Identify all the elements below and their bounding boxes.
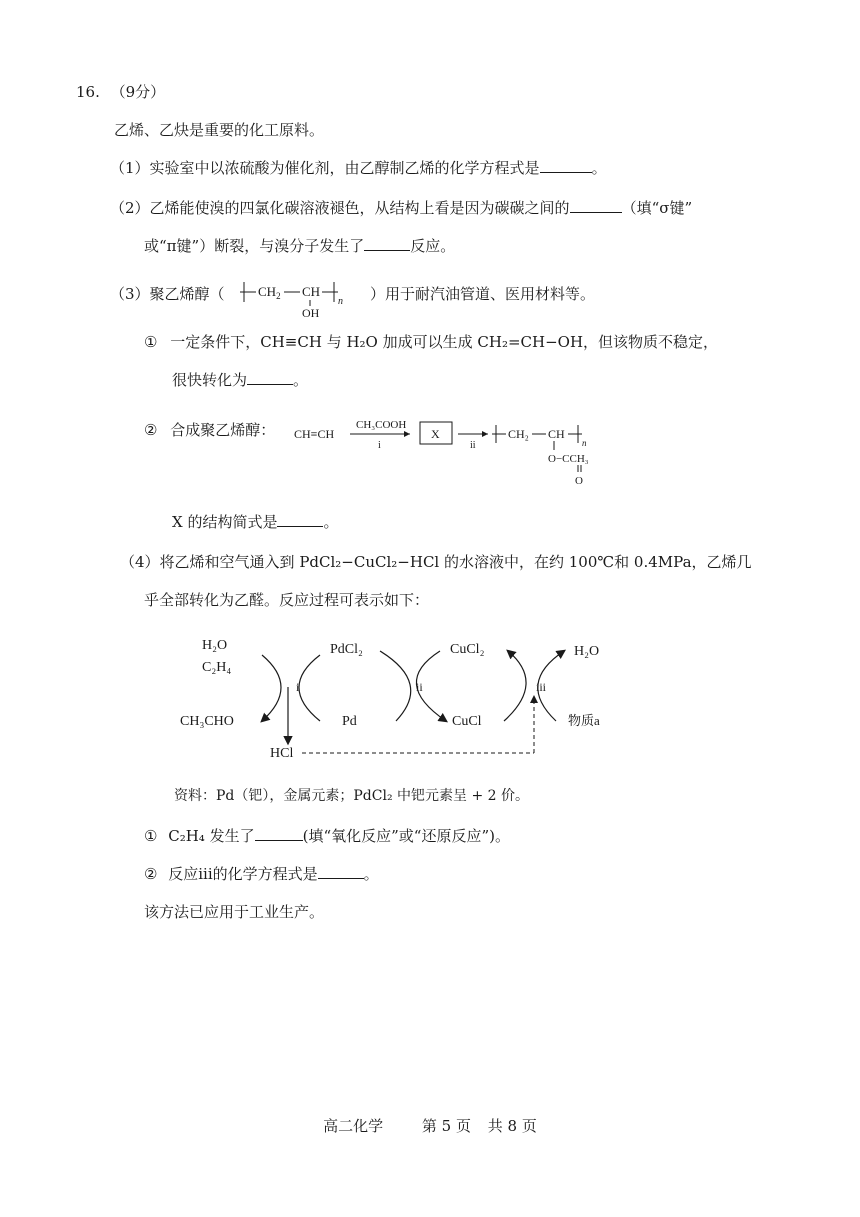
label-step3: iii [536, 680, 547, 694]
q4-line-1 [120, 552, 752, 572]
q2-line-2 [144, 236, 455, 256]
q4-line-2: 乎全部转化为乙醛。反应过程可表示如下： [144, 591, 430, 609]
footer-subject: 高二化学 [323, 1117, 384, 1135]
label-pd: Pd [342, 714, 357, 729]
q2-text-b: （填“σ键” [621, 199, 693, 217]
q4-sub1-answer-blank[interactable] [255, 826, 303, 841]
scheme-ch2: CH₂ [508, 427, 529, 441]
q3-sub1-label: ① [144, 333, 158, 351]
label-h2o-out: H₂O [574, 644, 600, 659]
label-h2o-in: H₂O [202, 638, 228, 653]
q2-answer-blank-1[interactable] [570, 198, 622, 213]
question-points: （9分） [110, 83, 166, 101]
q4-sub1-line [144, 826, 510, 846]
q3-x-answer-blank[interactable] [277, 512, 323, 527]
label-c2h4: C₂H₄ [202, 660, 232, 675]
q2-line-1 [110, 198, 692, 218]
scheme-reagent: CH₃COOH [356, 419, 407, 431]
q4-sub2-text: 反应iii的化学方程式是 [168, 865, 318, 883]
scheme-step2: ii [470, 440, 476, 451]
pva-oh: OH [302, 306, 320, 320]
polyvinyl-alcohol-formula [234, 270, 374, 320]
q4-sub1-label: ① [144, 827, 158, 845]
q2-text-a: 乙烯能使溴的四氯化碳溶液褪色，从结构上看是因为碳碳之间的 [149, 199, 570, 217]
q1-label: （1） [110, 159, 150, 177]
q1-line [110, 158, 607, 178]
q4-text-a: 将乙烯和空气通入到 PdCl₂−CuCl₂−HCl 的水溶液中，在约 100℃和 0.4MPa，乙烯几 [159, 553, 752, 571]
q4-sub1-text: C₂H₄ 发生了 [168, 827, 255, 845]
q1-end: 。 [591, 159, 607, 177]
q4-label: （4） [120, 553, 160, 571]
page-footer [0, 1115, 860, 1136]
q4-sub2-label: ② [144, 865, 158, 883]
footer-total: 共 8 页 [487, 1117, 537, 1135]
q3-sub1-line-2 [172, 370, 308, 390]
q1-answer-blank[interactable] [540, 158, 592, 173]
q4-sub2-answer-blank[interactable] [318, 864, 364, 879]
q3-sub2-label: ② [144, 421, 158, 439]
q3-sub2-line [144, 420, 275, 440]
scheme-ch: CH [548, 427, 565, 441]
q3-sub1-text2: 很快转化为 [172, 371, 248, 389]
label-ch3cho: CH₃CHO [180, 714, 234, 729]
label-hcl: HCl [270, 746, 294, 761]
q2-text-c: 或“π键”）断裂，与溴分子发生了 [144, 237, 365, 255]
q4-closing: 该方法已应用于工业生产。 [144, 903, 325, 921]
q4-note: 资料：Pd（钯），金属元素；PdCl₂ 中钯元素呈 + 2 价。 [174, 788, 530, 804]
q3-sub2-text: 合成聚乙烯醇： [170, 421, 276, 439]
q3-sub1-line-1 [144, 332, 718, 352]
label-step2: ii [416, 680, 423, 694]
label-pdcl2: PdCl₂ [330, 642, 363, 657]
scheme-ester: O−CCH₃ [548, 453, 589, 465]
q3-x-text: X 的结构简式是 [172, 513, 278, 531]
pva-ch: CH [302, 284, 321, 299]
q3-sub1-text: 一定条件下，CH≡CH 与 H₂O 加成可以生成 CH₂=CH−OH，但该物质不稳定， [170, 333, 719, 351]
label-cucl2: CuCl₂ [450, 642, 485, 657]
question-number: 16. [76, 83, 100, 101]
footer-page: 第 5 页 [421, 1117, 471, 1135]
q4-sub1-end: (填“氧化反应”或“还原反应”)。 [302, 827, 510, 845]
scheme-box-label: X [431, 427, 440, 441]
q4-sub2-end: 。 [363, 865, 379, 883]
intro-text: 乙烯、乙炔是重要的化工原料。 [114, 121, 325, 139]
question-header [76, 82, 165, 102]
scheme-carbonyl-o: O [575, 475, 583, 487]
pva-n: n [338, 296, 343, 307]
q3-label-pre [110, 284, 225, 304]
synthesis-scheme [292, 410, 632, 490]
catalytic-cycle-diagram [170, 625, 640, 765]
q3-sub1-answer-blank[interactable] [247, 370, 293, 385]
q2-text-d: 反应。 [410, 237, 456, 255]
q4-sub2-line [144, 864, 379, 884]
label-substance-a: 物质a [568, 713, 600, 728]
q3-sub1-end: 。 [293, 371, 309, 389]
scheme-reactant: CH≡CH [294, 427, 335, 441]
q3-label: （3） [110, 285, 150, 303]
q3-x-end: 。 [323, 513, 339, 531]
q3-pre: 聚乙烯醇（ [149, 285, 225, 303]
label-step1: i [296, 680, 300, 694]
q2-answer-blank-2[interactable] [364, 236, 410, 251]
scheme-step1: i [378, 440, 381, 451]
q2-label: （2） [110, 199, 150, 217]
q3-x-line [172, 512, 338, 532]
q1-text: 实验室中以浓硫酸为催化剂，由乙醇制乙烯的化学方程式是 [149, 159, 540, 177]
scheme-n: n [582, 438, 587, 448]
label-cucl: CuCl [452, 714, 482, 729]
q3-post: ）用于耐汽油管道、医用材料等。 [370, 285, 596, 303]
pva-ch2: $CH_2$ [258, 284, 281, 301]
